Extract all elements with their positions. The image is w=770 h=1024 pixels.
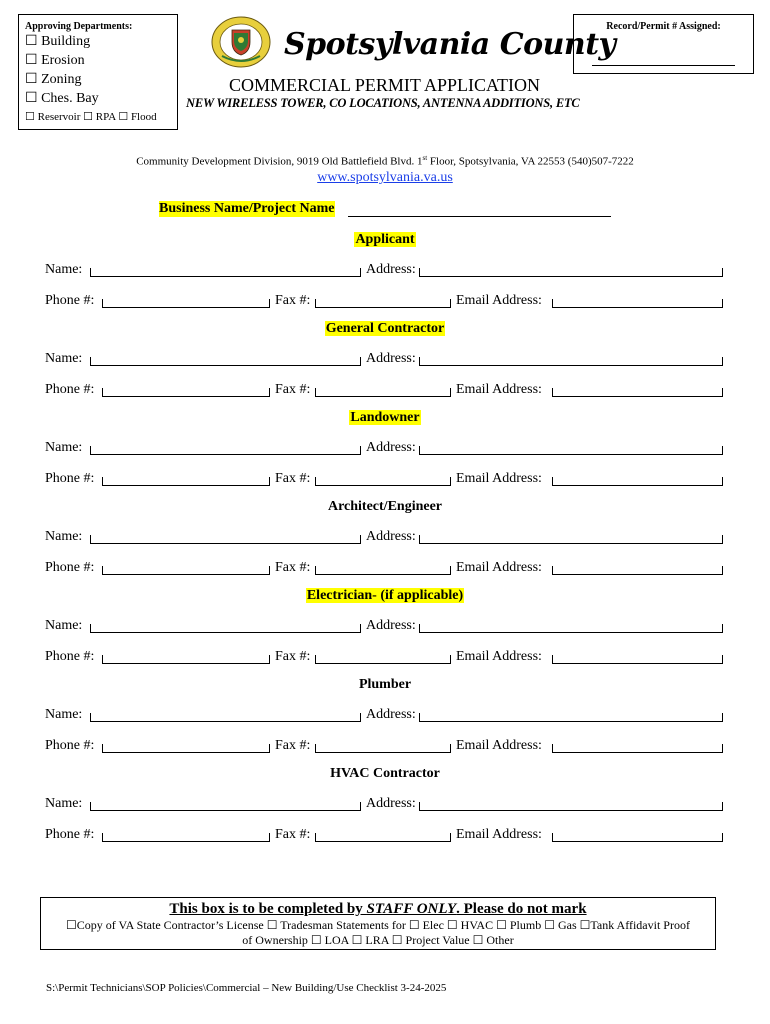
phone-field[interactable]: [102, 655, 270, 664]
section-heading-text: Applicant: [355, 232, 415, 247]
approving-departments-box: [18, 14, 178, 130]
fax-field[interactable]: [315, 388, 451, 397]
address-field[interactable]: [419, 802, 723, 811]
phone-label: Phone #:: [45, 293, 95, 308]
phone-label: Phone #:: [45, 827, 95, 842]
name-field[interactable]: [90, 268, 361, 277]
fax-field[interactable]: [315, 299, 451, 308]
dept-small-options[interactable]: ☐ Reservoir ☐ RPA ☐ Flood: [25, 111, 157, 123]
phone-label: Phone #:: [45, 649, 95, 664]
phone-field[interactable]: [102, 477, 270, 486]
email-label: Email Address:: [456, 471, 542, 486]
section-heading-text: General Contractor: [325, 321, 445, 336]
name-label: Name:: [45, 440, 83, 455]
county-seal-icon: [211, 16, 271, 68]
dept-building[interactable]: ☐ Building: [25, 34, 91, 49]
phone-field[interactable]: [102, 566, 270, 575]
address-label: Address:: [366, 262, 416, 277]
staff-box-title: This box is to be completed by STAFF ONLY. Please do not mark: [169, 901, 587, 917]
address-label: Address:: [366, 529, 416, 544]
email-label: Email Address:: [456, 827, 542, 842]
section-heading: [0, 677, 770, 693]
email-label: Email Address:: [456, 649, 542, 664]
phone-label: Phone #:: [45, 382, 95, 397]
name-label: Name:: [45, 262, 83, 277]
staff-only-box: [40, 897, 716, 950]
section-heading: [0, 321, 770, 337]
fax-field[interactable]: [315, 833, 451, 842]
name-field[interactable]: [90, 535, 361, 544]
fax-label: Fax #:: [275, 293, 311, 308]
section-heading-text: Architect/Engineer: [327, 499, 443, 514]
county-name: Spotsylvania County: [284, 27, 616, 62]
section-heading-text: HVAC Contractor: [330, 766, 440, 781]
address-label: Address:: [366, 351, 416, 366]
section-heading-text: Landowner: [350, 410, 420, 425]
email-field[interactable]: [552, 833, 723, 842]
fax-field[interactable]: [315, 477, 451, 486]
phone-label: Phone #:: [45, 738, 95, 753]
email-label: Email Address:: [456, 560, 542, 575]
name-label: Name:: [45, 796, 83, 811]
footer-path: S:\Permit Technicians\SOP Policies\Commercial – New Building/Use Checklist 3-24-2025: [46, 982, 447, 994]
address-label: Address:: [366, 707, 416, 722]
section-heading: [0, 410, 770, 426]
business-name-label: Business Name/Project Name: [159, 201, 335, 216]
name-label: Name:: [45, 707, 83, 722]
address-field[interactable]: [419, 713, 723, 722]
address-field[interactable]: [419, 268, 723, 277]
address-field[interactable]: [419, 624, 723, 633]
section-heading-text: Plumber: [358, 677, 412, 692]
fax-label: Fax #:: [275, 560, 311, 575]
email-field[interactable]: [552, 477, 723, 486]
email-label: Email Address:: [456, 738, 542, 753]
division-address: Community Development Division, 9019 Old Battlefield Blvd. 1st Floor, Spotsylvania, VA 22553 (540)507-7222: [136, 154, 634, 168]
email-label: Email Address:: [456, 382, 542, 397]
application-title: COMMERCIAL PERMIT APPLICATION: [229, 75, 541, 95]
name-field[interactable]: [90, 802, 361, 811]
staff-checklist-line-1[interactable]: ☐Copy of VA State Contractor’s License ☐ Tradesman Statements for ☐ Elec ☐ HVAC ☐ Plumb ☐ Gas ☐Tank Affidavit Proof: [66, 918, 690, 932]
phone-label: Phone #:: [45, 560, 95, 575]
fax-field[interactable]: [315, 566, 451, 575]
staff-checklist-line-2[interactable]: of Ownership ☐ LOA ☐ LRA ☐ Project Value ☐ Other: [242, 933, 514, 947]
section-heading: [0, 588, 770, 604]
phone-label: Phone #:: [45, 471, 95, 486]
section-heading: [0, 766, 770, 782]
record-permit-field[interactable]: [592, 65, 735, 66]
application-subtitle: NEW WIRELESS TOWER, CO LOCATIONS, ANTENNA ADDITIONS, ETC: [186, 96, 580, 110]
name-field[interactable]: [90, 624, 361, 633]
fax-label: Fax #:: [275, 471, 311, 486]
section-heading-text: Electrician- (if applicable): [306, 588, 464, 603]
name-field[interactable]: [90, 713, 361, 722]
email-label: Email Address:: [456, 293, 542, 308]
departments-title: Approving Departments:: [25, 21, 133, 32]
name-field[interactable]: [90, 357, 361, 366]
address-field[interactable]: [419, 446, 723, 455]
email-field[interactable]: [552, 566, 723, 575]
fax-label: Fax #:: [275, 738, 311, 753]
dept-ches-bay[interactable]: ☐ Ches. Bay: [25, 91, 99, 106]
address-label: Address:: [366, 618, 416, 633]
fax-label: Fax #:: [275, 382, 311, 397]
business-name-field[interactable]: [348, 216, 611, 217]
address-field[interactable]: [419, 535, 723, 544]
fax-field[interactable]: [315, 655, 451, 664]
fax-label: Fax #:: [275, 827, 311, 842]
phone-field[interactable]: [102, 744, 270, 753]
fax-field[interactable]: [315, 744, 451, 753]
address-label: Address:: [366, 440, 416, 455]
address-field[interactable]: [419, 357, 723, 366]
email-field[interactable]: [552, 744, 723, 753]
section-heading: [0, 499, 770, 515]
website-link[interactable]: www.spotsylvania.va.us: [317, 170, 453, 185]
dept-erosion[interactable]: ☐ Erosion: [25, 53, 85, 68]
name-label: Name:: [45, 529, 83, 544]
section-heading: [0, 232, 770, 248]
fax-label: Fax #:: [275, 649, 311, 664]
phone-field[interactable]: [102, 388, 270, 397]
email-field[interactable]: [552, 299, 723, 308]
email-field[interactable]: [552, 388, 723, 397]
name-label: Name:: [45, 618, 83, 633]
name-field[interactable]: [90, 446, 361, 455]
email-field[interactable]: [552, 655, 723, 664]
phone-field[interactable]: [102, 833, 270, 842]
record-permit-title: Record/Permit # Assigned:: [606, 21, 721, 32]
dept-zoning[interactable]: ☐ Zoning: [25, 72, 82, 87]
phone-field[interactable]: [102, 299, 270, 308]
address-label: Address:: [366, 796, 416, 811]
name-label: Name:: [45, 351, 83, 366]
